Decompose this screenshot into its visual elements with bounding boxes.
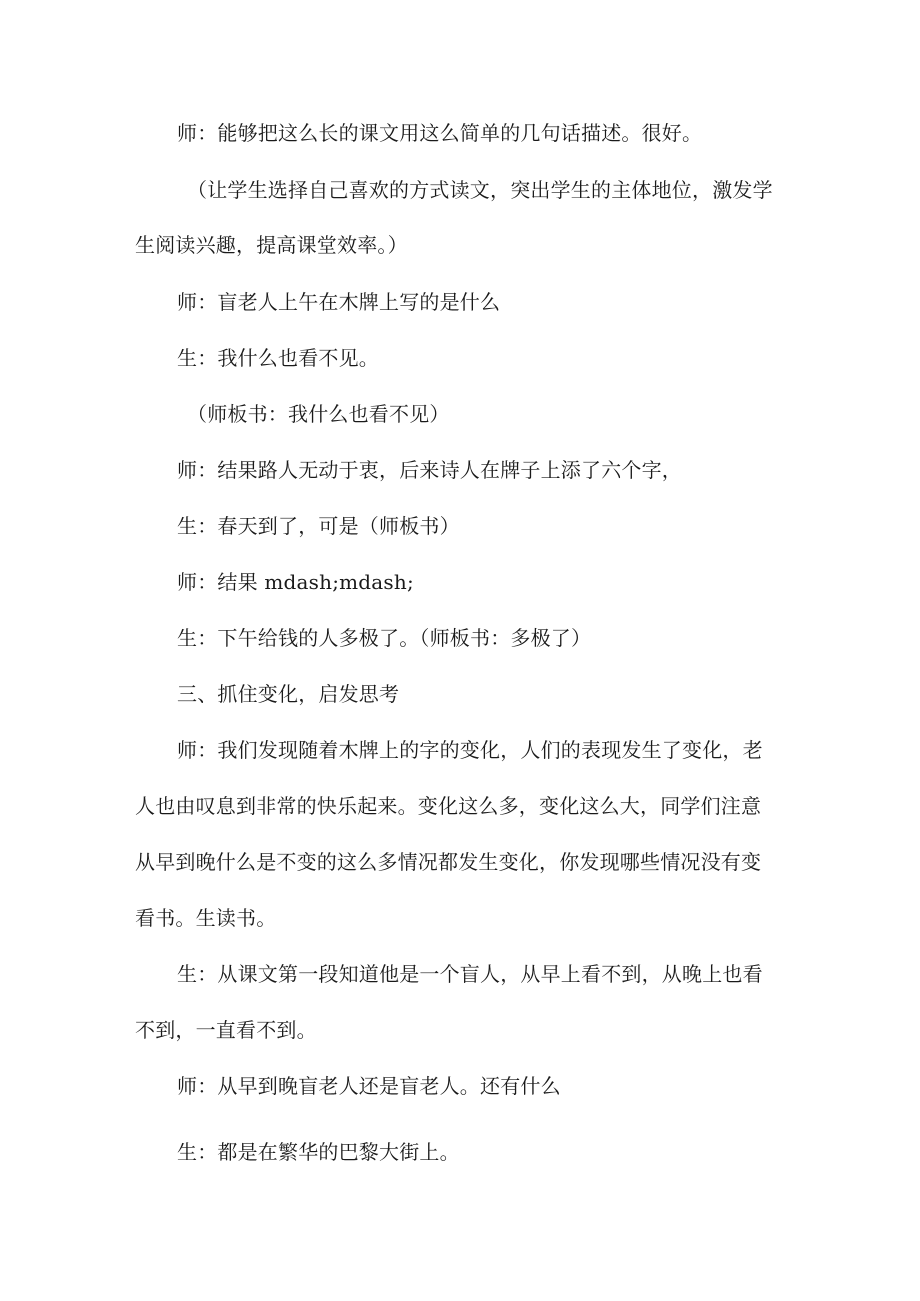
paragraph-line: 师：能够把这么长的课文用这么简单的几句话描述。很好。 xyxy=(177,121,703,145)
paragraph-line: 师：盲老人上午在木牌上写的是什么 xyxy=(177,290,501,314)
paragraph-line: （让学生选择自己喜欢的方式读文，突出学生的主体地位，激发学 xyxy=(187,178,773,202)
paragraph-line: 生：从课文第一段知道他是一个盲人，从早上看不到，从晚上也看 xyxy=(177,962,763,986)
paragraph-line: 生：春天到了，可是（师板书） xyxy=(177,514,460,538)
paragraph-line: 生：我什么也看不见。 xyxy=(177,346,379,370)
paragraph-line: 人也由叹息到非常的快乐起来。变化这么多，变化这么大，同学们注意 xyxy=(135,794,762,818)
paragraph-line: 师：结果 mdash;mdash; xyxy=(177,570,414,594)
paragraph-line: 师：结果路人无动于衷，后来诗人在牌子上添了六个字， xyxy=(177,458,682,482)
paragraph-line: 生：都是在繁华的巴黎大街上。 xyxy=(177,1140,460,1164)
paragraph-line: 生阅读兴趣，提高课堂效率。） xyxy=(135,233,408,257)
paragraph-line: 看书。生读书。 xyxy=(135,906,277,930)
paragraph-line: 不到，一直看不到。 xyxy=(135,1018,317,1042)
section-heading: 三、抓住变化，启发思考 xyxy=(177,682,400,706)
paragraph-line: 生：下午给钱的人多极了。（师板书：多极了） xyxy=(177,626,592,650)
paragraph-line: （师板书：我什么也看不见） xyxy=(187,402,450,426)
paragraph-line: 师：我们发现随着木牌上的字的变化，人们的表现发生了变化，老 xyxy=(177,738,763,762)
paragraph-line: 师：从早到晚盲老人还是盲老人。还有什么 xyxy=(177,1074,561,1098)
paragraph-line: 从早到晚什么是不变的这么多情况都发生变化，你发现哪些情况没有变 xyxy=(135,850,762,874)
